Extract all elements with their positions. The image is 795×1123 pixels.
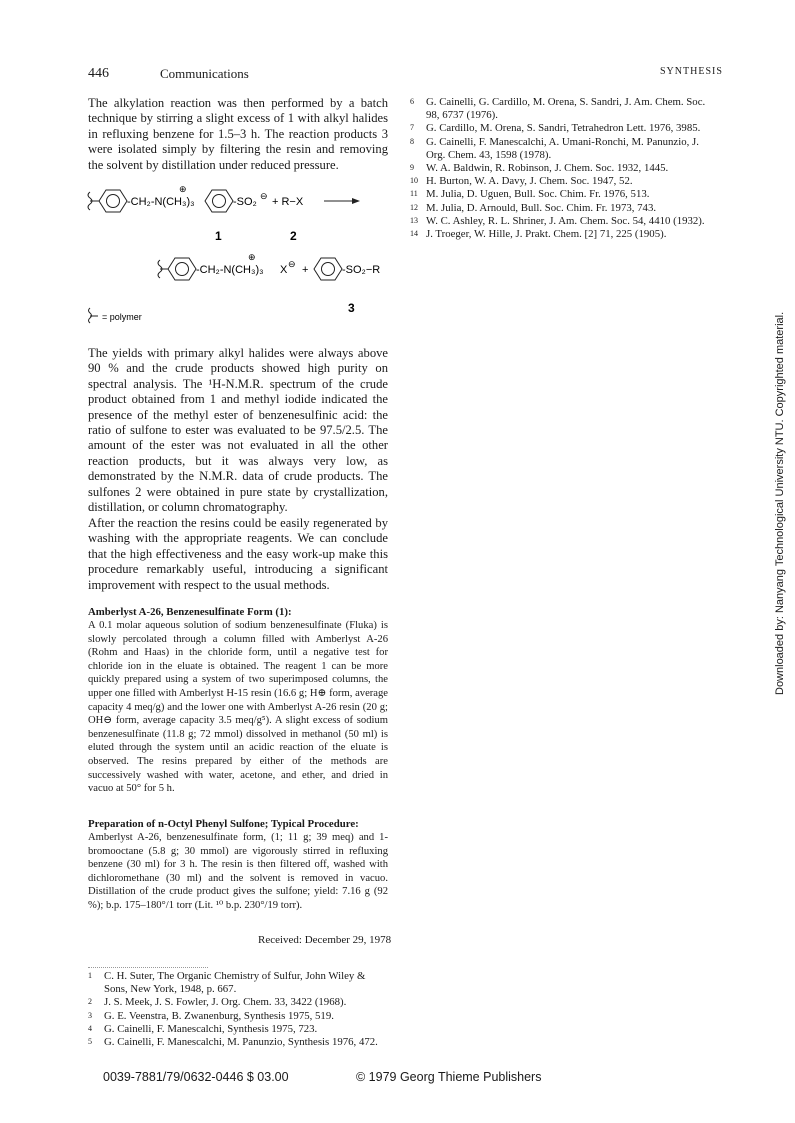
footnotes-list [88,970,388,1049]
journal-name: SYNTHESIS [660,66,723,77]
body-paragraph-2: After the reaction the resins could be easily regenerated by washing with the appropriate reagents. We can conclude that the high effectiveness and the easy work-up make this procedure remarkably useful, introducing a significant improvement with respect to the usual methods. [88,516,388,592]
page-number: 446 [88,66,109,81]
negative-charge-2: ⊖ [288,259,296,269]
footnote-item: 5 G. Cainelli, F. Manescalchi, M. Panunzio, Synthesis 1976, 472. [88,1036,378,1049]
footnote-item: 3 G. E. Veenstra, B. Zwanenburg, Synthesis 1975, 519. [88,1009,334,1022]
references-list [410,96,710,241]
reaction-scheme [84,170,404,330]
experimental-section-1 [88,606,388,796]
benzene-ring-2 [205,190,233,212]
positive-charge-2: ⊕ [248,252,256,262]
reference-item: 6 G. Cainelli, G. Cardillo, M. Orena, S. Sandri, J. Am. Chem. Soc. 98, 6737 (1976). [410,96,706,122]
compound-label-2: 2 [290,229,297,243]
benzene-ring-4 [314,258,342,280]
copyright-notice: © 1979 Georg Thieme Publishers [356,1070,542,1084]
reference-item: 13 W. C. Ashley, R. L. Shriner, J. Am. Chem. Soc. 54, 4410 (1932). [410,214,705,227]
polymer-legend: = polymer [102,312,142,322]
footnote-item: 4 G. Cainelli, F. Manescalchi, Synthesis 1975, 723. [88,1022,318,1035]
download-notice [740,311,786,750]
section-heading-1: Amberlyst A-26, Benzenesulfinate Form (1): [88,606,292,618]
footnote-item: 1 C. H. Suter, The Organic Chemistry of Sulfur, John Wiley & Sons, New York, 1948, p. 667. [88,970,366,996]
reference-item: 7 G. Cardillo, M. Orena, S. Sandri, Tetrahedron Lett. 1976, 3985. [410,122,701,135]
section-text-1: A 0.1 molar aqueous solution of sodium benzenesulfinate (Fluka) is slowly percolated through a column filled with Amberlyst A-26 (Rohm and Haas) in the chloride form, until a negative test for chloride ion in the eluate is obtained. The reagent 1 can be more quickly prepared using a system of two superimposed columns, the upper one filled with Amberlyst H-15 resin (16.6 g; H⊕ form, average capacity 4 meq/g) and the lower one with Amberlyst A-26 resin (20 g; OH⊖ form, average capacity 3.5 meq/g⁵). A slight excess of sodium benzenesulfinate (11.8 g; 72 mmol) dissolved in methanol (50 ml) is eluted through the system until an acidic reaction of the eluate is observed. The resins prepared by either of the methods are successively washed with water, acetone, and ether, and dried in vacuo at 50° for 5 h. [88,620,388,795]
received-date: Received: December 29, 1978 [258,934,392,946]
ammonium-group-1: -CH₂-N(CH₃)₃ [127,196,195,208]
intro-paragraph: The alkylation reaction was then performed by a batch technique by stirring a slight excess of 1 with alkyl halides in refluxing benzene for 1.5–3 h. The reaction products 3 were isolated simply by filtering the resin and removing the solvent by distillation under reduced pressure. [88,96,388,172]
reference-item: 11 M. Julia, D. Uguen, Bull. Soc. Chim. Fr. 1976, 513. [410,188,650,201]
compound-label-3: 3 [348,301,355,315]
download-notice-text: Downloaded by: Nanyang Technological University NTU. Copyrighted material. [774,311,786,695]
reference-item: 14 J. Troeger, W. Hille, J. Prakt. Chem. [2] 71, 225 (1905). [410,228,667,241]
halide-anion: X [280,264,288,276]
section-heading-2: Preparation of n-Octyl Phenyl Sulfone; Typical Procedure: [88,818,359,830]
compound-label-1: 1 [215,229,222,243]
benzene-ring-3 [168,258,196,280]
issn-code: 0039-7881/79/0632-0446 $ 03.00 [103,1070,289,1084]
positive-charge-1: ⊕ [179,184,187,194]
plus-alkyl-halide: + R−X [272,196,304,208]
running-title: Communications [160,66,249,81]
reference-item: 8 G. Cainelli, F. Manescalchi, A. Umani-Ronchi, M. Panunzio, J. Org. Chem. 43, 1598 (1978). [410,135,699,161]
footnote-item: 2 J. S. Meek, J. S. Fowler, J. Org. Chem. 33, 3422 (1968). [88,996,347,1009]
section-text-2: Amberlyst A-26, benzenesulfinate form, (1; 11 g; 39 meq) and 1-bromooctane (5.8 g; 30 mmol) are vigorously stirred in refluxing benzene (30 ml) for 3 h. The resin is then filtered off, washed with dichloromethane (30 ml) and the solvent is removed in vacuo. Distillation of the crude product gives the sulfone; yield: 7.16 g (92 %); b.p. 175–180°/1 torr (Lit. ¹⁰ b.p. 230°/19 torr). [88,832,388,911]
ammonium-group-2: -CH₂-N(CH₃)₃ [196,264,264,276]
reference-item: 9 W. A. Baldwin, R. Robinson, J. Chem. Soc. 1932, 1445. [410,162,669,175]
negative-charge-1: ⊖ [260,191,268,201]
sulfinate-group: -SO₂ [233,196,257,208]
body-paragraph-1: The yields with primary alkyl halides were always above 90 % and the crude products showed high purity on spectral analysis. The ¹H-N.M.R. spectrum of the crude product obtained from 1 and methyl iodide indicated the presence of the methyl ester of benzenesulfinic acid: the ratio of sulfone to ester was evaluated to be 97.5/2.5. The amount of the ester was not evaluated in all the other reaction products, but it was always very low, as demonstrated by the N.M.R. data of crude products. The sulfones 2 were obtained in pure state by crystallization, distillation, or column chromatography. [88,346,388,515]
sulfone-group: -SO₂−R [342,264,381,276]
reference-item: 10 H. Burton, W. A. Davy, J. Chem. Soc. 1947, 52. [410,175,633,188]
plus-sign: + [302,264,309,276]
benzene-ring-1 [99,190,127,212]
experimental-section-2 [88,818,388,913]
footnote-divider [88,967,208,968]
reference-item: 12 M. Julia, D. Arnould, Bull. Soc. Chim. Fr. 1973, 743. [410,201,657,214]
